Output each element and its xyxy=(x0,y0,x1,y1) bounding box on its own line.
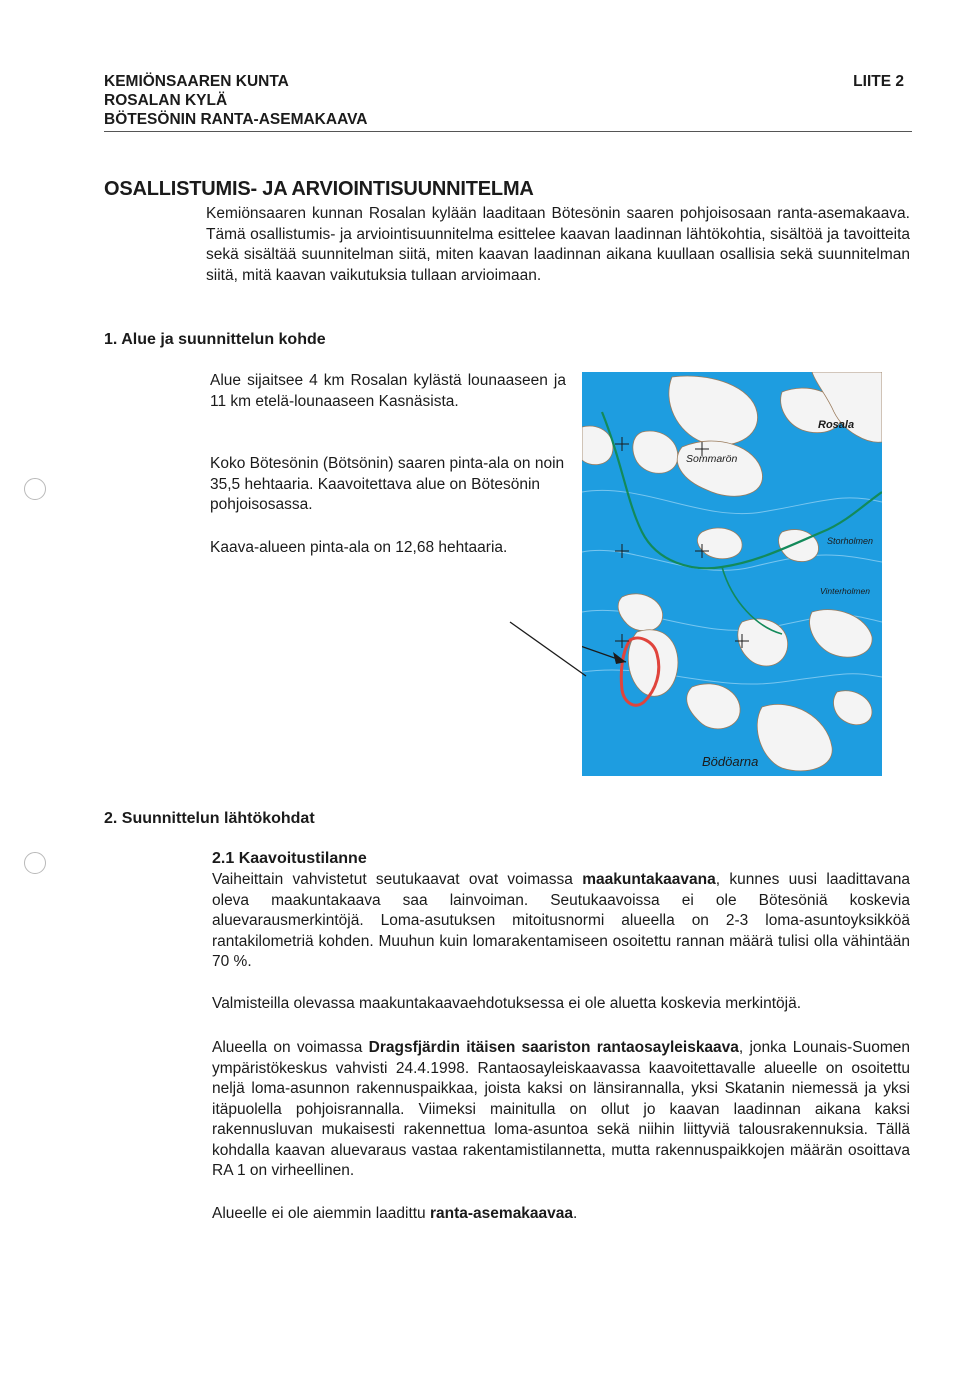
location-map-graphic xyxy=(582,372,882,776)
plan-name: BÖTESÖNIN RANTA-ASEMAKAAVA xyxy=(104,111,368,128)
zoning-text: Vaiheittain vahvistetut seutukaavat ovat voimassa xyxy=(212,871,583,888)
map-label-sommaron: Sommarön xyxy=(686,453,738,465)
intro-paragraph: Kemiönsaaren kunnan Rosalan kylään laaditaan Bötesönin saaren pohjoisosaan ranta-asemakaava. Tämä osallistumis- ja arviointisuunnitelma esittelee kaavan laadinnan lähtökohtia, sisältöä ja tavoitteita sekä sisältää suunnitelman siitä, miten kaavan laadinnan aikana kuullaan osallisia sekä suunnitelman siitä, mitä kaavan vaikutuksia tullaan arvioimaan. xyxy=(206,205,910,284)
shore-plan-text-end: . xyxy=(573,1205,578,1222)
master-plan-text: Alueella on voimassa xyxy=(212,1039,369,1056)
zoning-status-paragraph xyxy=(212,870,910,973)
map-label-bodoarna: Bödöarna xyxy=(702,754,759,769)
municipality-name: KEMIÖNSAAREN KUNTA xyxy=(104,73,289,90)
document-title: OSALLISTUMIS- JA ARVIOINTISUUNNITELMA xyxy=(104,178,534,200)
pointer-arrow-extension-line xyxy=(510,622,586,676)
location-map xyxy=(582,372,882,776)
shore-plan-text: Alueelle ei ole aiemmin laadittu xyxy=(212,1205,430,1222)
section1-location-paragraph: Alue sijaitsee 4 km Rosalan kylästä lounaaseen ja 11 km etelä-lounaaseen Kasnäsista. xyxy=(210,372,566,410)
section1-heading: 1. Alue ja suunnittelun kohde xyxy=(104,331,326,348)
annex-label: LIITE 2 xyxy=(853,73,904,90)
zoning-text-bold: maakuntakaavana xyxy=(582,871,716,888)
master-plan-paragraph xyxy=(212,1038,910,1182)
shore-plan-paragraph xyxy=(212,1204,910,1225)
section1-island-paragraph: Koko Bötesönin (Bötsönin) saaren pinta-ala on noin 35,5 hehtaaria. Kaavoitettava alue on Bötesönin pohjoisosassa. xyxy=(210,455,565,513)
master-plan-text-bold: Dragsfjärdin itäisen saariston rantaosayleiskaava xyxy=(368,1039,739,1056)
section2-heading: 2. Suunnittelun lähtökohdat xyxy=(104,810,315,827)
pointer-arrow-extension xyxy=(508,620,588,690)
regional-plan-paragraph: Valmisteilla olevassa maakuntakaavaehdotuksessa ei ole aluetta koskevia merkintöjä. xyxy=(212,995,802,1012)
village-name: ROSALAN KYLÄ xyxy=(104,92,228,109)
shore-plan-text-bold: ranta-asemakaavaa xyxy=(429,1205,574,1222)
zoning-text-cont: , kunnes uusi laadittavana oleva maakuntakaava saa lainvoiman. Seutukaavoissa ei ole Bötesöniä koskevia aluevarausmerkintöjä. Loma-asutuksen mitoitusnormi alueella on 2-3 loma-asuntoyksikköä rantakilometriä kohden. Muuhun kuin lomarakentamiseen osoitettu rannan määrä tulisi olla vähintään 70 %. xyxy=(212,871,910,970)
master-plan-text-cont: , jonka Lounais-Suomen ympäristökeskus vahvisti 24.4.1998. Rantaosayleiskaavassa kaavoitettavalle alueelle on osoitettu neljä loma-asunnon rakennuspaikkaa, joista kaksi on länsirannalla, yksi Skatanin niemessä ja yksi itäpuolella pohjoisrannalla. Viimeksi mainitulla on ollut jo kaavan laadinnan aikana kaksi rakennusluvan mukaisesti rakennettua loma-asuntoa sekä niihin liittyviä talousrakennuksia. Tällä kohdalla kaavan aluevaraus vastaa rakentamistilannetta, mutta rakennuspaikkojen määrän osoittava RA 1 on virheellinen. xyxy=(212,1039,910,1179)
header-divider xyxy=(104,131,912,132)
subsection-2-1-heading: 2.1 Kaavoitustilanne xyxy=(212,850,367,867)
punch-hole xyxy=(24,478,46,500)
map-label-vinterholmen: Vinterholmen xyxy=(820,586,870,596)
map-label-rosala: Rosala xyxy=(818,419,855,431)
map-label-storholmen: Storholmen xyxy=(827,536,874,546)
punch-hole xyxy=(24,852,46,874)
section1-area-paragraph: Kaava-alueen pinta-ala on 12,68 hehtaaria. xyxy=(210,539,508,556)
